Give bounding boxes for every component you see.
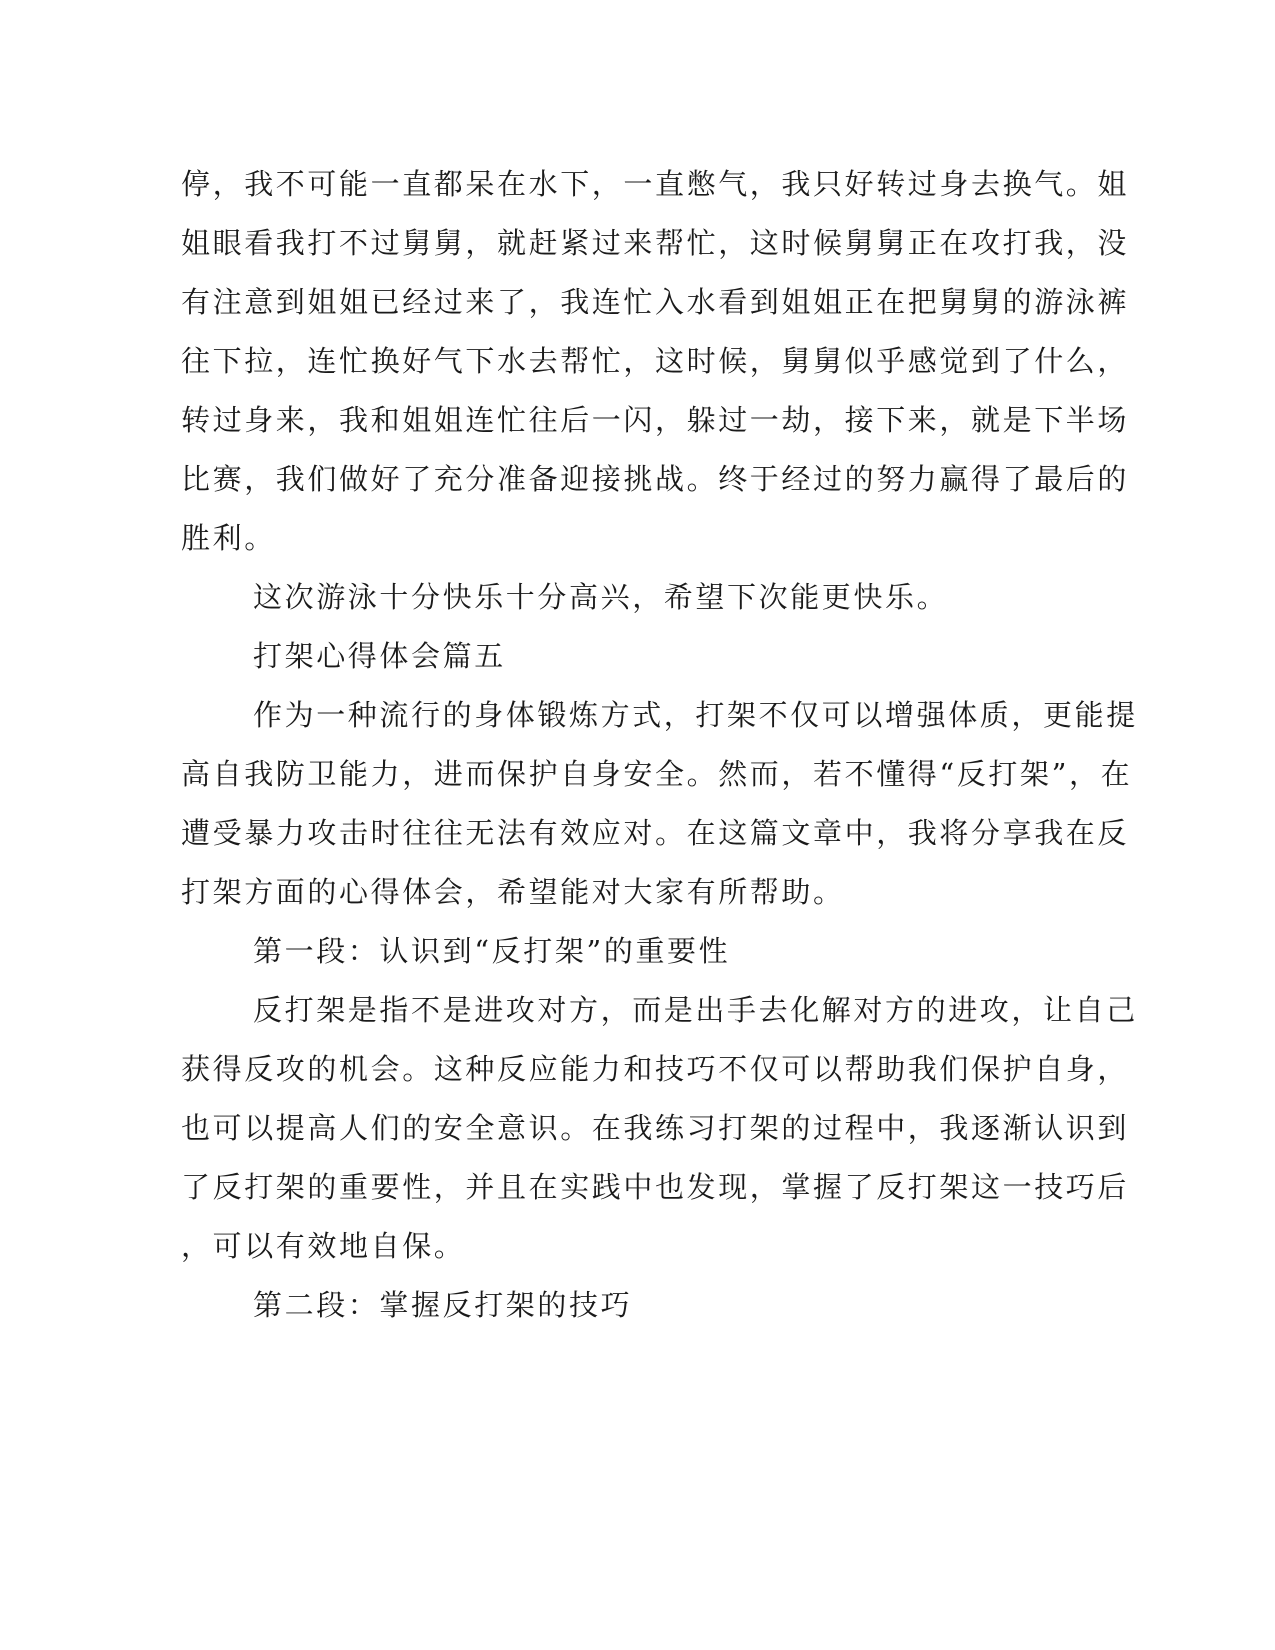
text-line: 作为一种流行的身体锻炼方式，打架不仅可以增强体质，更能提 — [253, 698, 1138, 732]
text-line: 转过身来，我和姐姐连忙往后一闪，躲过一劫，接下来，就是下半场 — [181, 403, 1130, 437]
paragraph-heading: 第一段：认识到“反打架”的重要性 — [253, 934, 731, 968]
text-line: 往下拉，连忙换好气下水去帮忙，这时候，舅舅似乎感觉到了什么， — [181, 344, 1130, 378]
text-line: 这次游泳十分快乐十分高兴，希望下次能更快乐。 — [253, 580, 949, 614]
body-text — [181, 155, 1138, 1335]
text-line: 反打架是指不是进攻对方，而是出手去化解对方的进攻，让自己 — [253, 993, 1138, 1027]
text-line: 遭受暴力攻击时往往无法有效应对。在这篇文章中，我将分享我在反 — [181, 816, 1130, 850]
section-heading: 打架心得体会篇五 — [253, 639, 506, 673]
paragraph-heading: 第二段：掌握反打架的技巧 — [253, 1288, 633, 1322]
text-line: 有注意到姐姐已经过来了，我连忙入水看到姐姐正在把舅舅的游泳裤 — [181, 285, 1130, 319]
text-line: 打架方面的心得体会，希望能对大家有所帮助。 — [181, 875, 845, 909]
text-line: 了反打架的重要性，并且在实践中也发现，掌握了反打架这一技巧后 — [181, 1170, 1130, 1204]
text-line: 获得反攻的机会。这种反应能力和技巧不仅可以帮助我们保护自身， — [181, 1052, 1130, 1086]
text-line: 也可以提高人们的安全意识。在我练习打架的过程中，我逐渐认识到 — [181, 1111, 1130, 1145]
text-line: 高自我防卫能力，进而保护自身安全。然而，若不懂得“反打架”，在 — [181, 757, 1133, 791]
text-line: 姐眼看我打不过舅舅，就赶紧过来帮忙，这时候舅舅正在攻打我，没 — [181, 226, 1130, 260]
text-line: 停，我不可能一直都呆在水下，一直憋气，我只好转过身去换气。姐 — [181, 167, 1130, 201]
text-line: 比赛，我们做好了充分准备迎接挑战。终于经过的努力赢得了最后的 — [181, 462, 1130, 496]
text-line: 胜利。 — [181, 521, 276, 555]
text-line: ，可以有效地自保。 — [181, 1229, 466, 1263]
